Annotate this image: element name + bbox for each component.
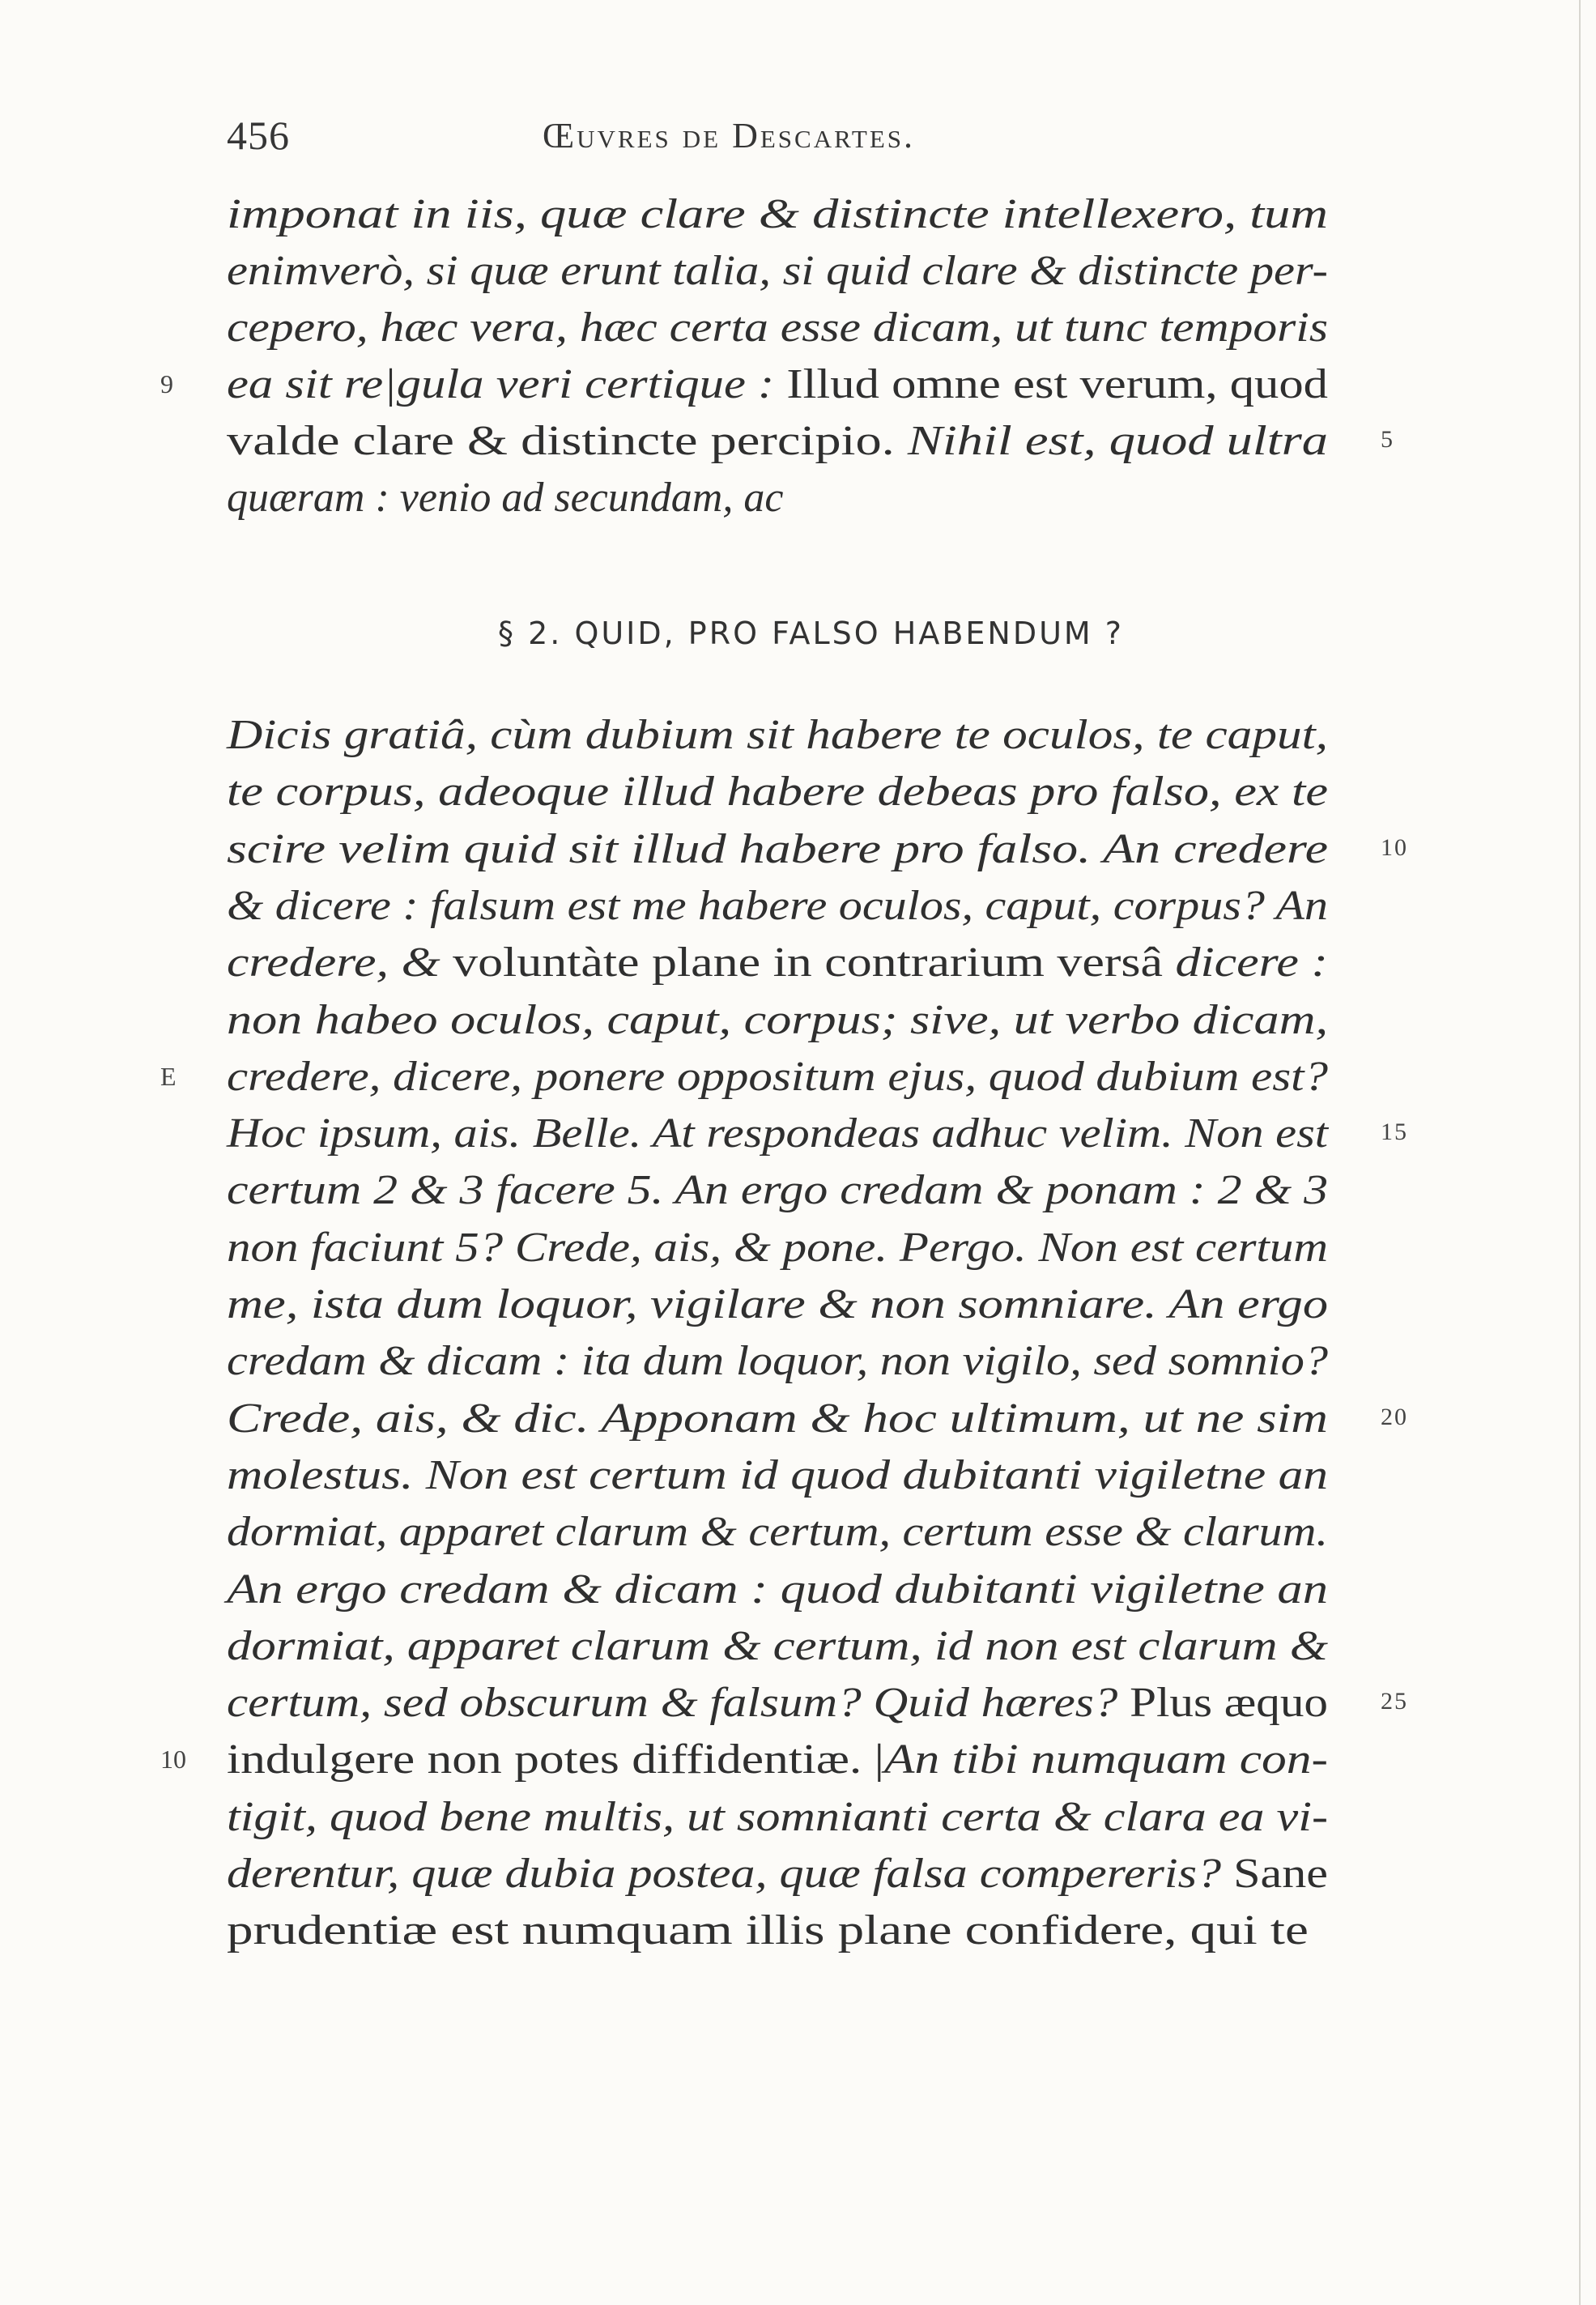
text-line-content (227, 765, 1328, 819)
text-line (227, 1335, 1328, 1388)
text-line-content (227, 301, 1328, 355)
text-run: An ergo credam & dicam : quod dubitanti vigiletne an (227, 1566, 1328, 1613)
text-line-content (227, 1677, 1328, 1730)
line-number-right: 20 (1381, 1403, 1408, 1430)
text-run: credere, & (227, 939, 453, 986)
text-run: non faciunt 5? Crede, ais, & pone. Pergo. Non est certum (227, 1224, 1328, 1271)
text-line-content (227, 994, 1328, 1047)
text-run: certum, sed obscurum & falsum? Quid hæres? (227, 1680, 1130, 1727)
text-line (227, 415, 1328, 468)
text-run: credere, dicere, ponere oppositum ejus, quod dubium est? (227, 1053, 1328, 1100)
text-run: Nihil est, quod ultra (907, 418, 1328, 464)
text-line (227, 1677, 1328, 1730)
text-line-content (227, 188, 1328, 241)
text-line (227, 994, 1328, 1047)
text-line (227, 1506, 1328, 1559)
text-run: valde clare & distincte percipio. (227, 418, 908, 464)
text-run: Illud omne est verum, quod (786, 361, 1328, 407)
running-title: Œuvres de Descartes. (543, 116, 916, 156)
text-line (227, 301, 1328, 355)
text-run: Sane (1233, 1851, 1328, 1897)
text-line (227, 1278, 1328, 1331)
text-line-content (227, 1620, 1328, 1673)
running-header (227, 105, 1377, 162)
line-number-right: 25 (1381, 1688, 1408, 1715)
text-run: voluntàte plane in contrarium versâ (453, 939, 1176, 986)
text-run: dormiat, apparet clarum & certum, id non est clarum & (227, 1622, 1328, 1669)
page-edge (1579, 0, 1581, 2305)
text-line (227, 245, 1328, 298)
text-line (227, 709, 1328, 762)
text-line-content (227, 1733, 1328, 1787)
text-line (227, 1050, 1328, 1104)
text-run: te corpus, adeoque illud habere debeas pro falso, ex te (227, 769, 1328, 816)
line-number-right: 5 (1381, 426, 1394, 453)
text-run: enimverò, si quæ erunt talia, si quid clare & distincte per- (227, 248, 1328, 294)
text-run: dicere : (1175, 939, 1328, 986)
text-line (227, 471, 1328, 525)
text-line (227, 1221, 1328, 1275)
page-number: 456 (227, 113, 290, 158)
text-line-content (227, 1392, 1328, 1446)
section-heading-text: § 2. QUID, PRO FALSO HABENDUM ? (498, 616, 1124, 651)
text-run: Plus æquo (1130, 1680, 1328, 1727)
text-line (227, 823, 1328, 876)
text-line (227, 1107, 1328, 1161)
text-run: Dicis gratiâ, cùm dubium sit habere te oculos, te caput, (227, 712, 1328, 758)
text-run: indulgere non potes diffidentiæ. | (227, 1736, 884, 1783)
text-line-content (227, 1164, 1328, 1217)
text-run: credam & dicam : ita dum loquor, non vigilo, sed somnio? (227, 1338, 1328, 1385)
text-line-content (227, 1221, 1328, 1275)
text-run: Hoc ipsum, ais. Belle. At respondeas adhuc velim. Non est (227, 1110, 1328, 1157)
text-line-content (227, 1278, 1328, 1331)
text-line-content (227, 1335, 1328, 1388)
text-line-content (227, 358, 1328, 411)
text-line-content (227, 415, 1328, 468)
text-line (227, 1449, 1328, 1502)
margin-note-left: 9 (160, 369, 173, 398)
text-line-content (227, 1563, 1328, 1617)
text-line (227, 765, 1328, 819)
text-run: scire velim quid sit illud habere pro falso. An credere (227, 825, 1328, 872)
text-line-content (227, 1847, 1328, 1901)
text-line (227, 1164, 1328, 1217)
text-run: derentur, quæ dubia postea, quæ falsa compereris? (227, 1851, 1234, 1897)
text-run: tigit, quod bene multis, ut somnianti certa & clara ea vi- (227, 1793, 1328, 1840)
margin-note-left: 10 (160, 1745, 186, 1775)
text-line-content (227, 1449, 1328, 1502)
text-run: prudentiæ est numquam illis plane confidere, qui te (227, 1907, 1309, 1954)
section-heading (0, 616, 1596, 651)
text-run: imponat in iis, quæ clare & distincte intellexero, tum (227, 191, 1328, 237)
text-run: & dicere : falsum est me habere oculos, caput, corpus? An (227, 882, 1328, 929)
text-line-content (227, 1107, 1328, 1161)
text-line (227, 1733, 1328, 1787)
text-line (227, 1563, 1328, 1617)
text-line (227, 1847, 1328, 1901)
text-line (227, 880, 1328, 933)
text-run: me, ista dum loquor, vigilare & non somniare. An ergo (227, 1281, 1328, 1327)
text-line-content (227, 936, 1328, 990)
text-run: An tibi numquam con- (883, 1736, 1328, 1783)
text-line (227, 1392, 1328, 1446)
text-run: Crede, ais, & dic. Apponam & hoc ultimum, ut ne sim (227, 1395, 1328, 1442)
text-line-content (227, 471, 783, 525)
line-number-right: 10 (1381, 833, 1408, 861)
text-line-content (227, 823, 1328, 876)
text-line (227, 936, 1328, 990)
text-run: dormiat, apparet clarum & certum, certum esse & clarum. (227, 1509, 1328, 1556)
text-line-content (227, 245, 1328, 298)
text-line-content (227, 880, 1328, 933)
text-run: ea sit re|gula veri certique : (227, 361, 787, 407)
text-line-content (227, 1904, 1309, 1958)
text-run: certum 2 & 3 facere 5. An ergo credam & ponam : 2 & 3 (227, 1167, 1328, 1214)
text-run: molestus. Non est certum id quod dubitanti vigiletne an (227, 1451, 1328, 1498)
line-number-right: 15 (1381, 1118, 1408, 1146)
text-run: non habeo oculos, caput, corpus; sive, ut verbo dicam, (227, 996, 1328, 1043)
text-line (227, 358, 1328, 411)
text-line-content (227, 709, 1328, 762)
text-run: quæram : venio ad secundam, ac (227, 475, 784, 521)
text-line-content (227, 1791, 1328, 1844)
margin-note-left: E (160, 1061, 177, 1091)
text-run: cepero, hæc vera, hæc certa esse dicam, ut tunc temporis (227, 305, 1328, 351)
text-line (227, 1904, 1328, 1958)
text-line-content (227, 1506, 1328, 1559)
text-line (227, 1620, 1328, 1673)
text-line-content (227, 1050, 1328, 1104)
text-line (227, 188, 1328, 241)
text-line (227, 1791, 1328, 1844)
